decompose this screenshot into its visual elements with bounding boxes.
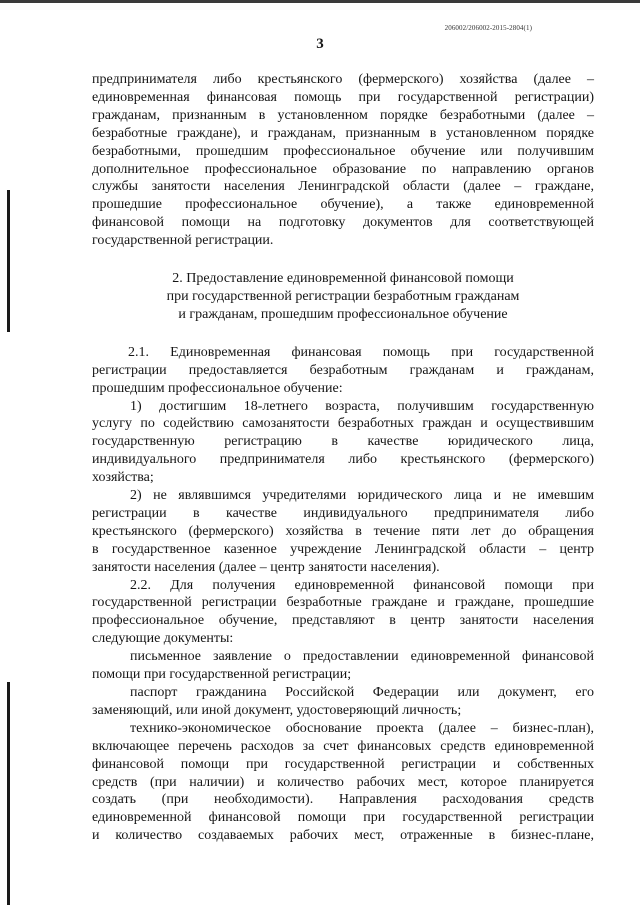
text-line: профессиональное обучение, представляют в центр занятости населения xyxy=(92,613,594,629)
paragraph-2-2 xyxy=(92,577,594,649)
paragraph-2-1 xyxy=(92,344,594,398)
text-line: государственной регистрации. xyxy=(92,233,274,249)
document-code: 206002/206002-2015-2804(1) xyxy=(444,24,532,32)
text-line: в государственное казенное учреждение Ленинградской области – центр xyxy=(92,541,594,557)
text-line: безработными, прошедшим профессиональное обучение или получившим xyxy=(92,143,594,159)
text-line: предпринимателя либо крестьянского (фермерского) хозяйства (далее – xyxy=(92,72,594,87)
margin-change-bar xyxy=(7,190,10,332)
text-line: индивидуального предпринимателя либо крестьянского (фермерского) xyxy=(92,452,594,468)
text-line: хозяйства; xyxy=(92,470,154,486)
top-border-rule xyxy=(0,0,640,3)
text-line: занятости населения (далее – центр занятости населения). xyxy=(92,559,440,575)
margin-change-bar xyxy=(7,682,10,905)
document-business-plan xyxy=(92,720,594,845)
text-line: прошедшие профессиональное обучение), а также единовременной xyxy=(92,197,594,213)
text-line: паспорт гражданина Российской Федерации или документ, его xyxy=(130,685,594,700)
text-line: государственную регистрацию в качестве юридического лица, xyxy=(92,434,594,450)
list-item-2 xyxy=(92,487,594,577)
heading-line: и гражданам, прошедшим профессиональное обучение xyxy=(178,306,508,322)
text-line: единовременной финансовой помощи при государственной регистрации xyxy=(92,810,594,826)
document-passport xyxy=(92,684,594,720)
text-line: безработные граждане), и гражданам, признанным в установленном порядке xyxy=(92,125,594,141)
intro-paragraph xyxy=(92,71,594,250)
text-line: услугу по содействию самозанятости безработных граждан и осуществившим xyxy=(92,416,594,432)
text-line: 1) достигшим 18-летнего возраста, получившим государственную xyxy=(130,398,594,414)
text-line: регистрации в качестве индивидуального предпринимателя либо xyxy=(92,505,594,521)
heading-line: при государственной регистрации безработным гражданам xyxy=(166,288,520,304)
text-line: следующие документы: xyxy=(92,631,234,647)
text-line: 2) не являвшимся учредителями юридического лица и не имевшим xyxy=(130,488,594,504)
text-line: гражданам, признанным в установленном порядке безработными (далее – xyxy=(92,107,594,123)
text-line: службы занятости населения Ленинградской области (далее – граждане, xyxy=(92,179,594,195)
text-line: единовременная финансовая помощь при государственной регистрации) xyxy=(92,89,594,105)
heading-line: 2. Предоставление единовременной финансовой помощи xyxy=(172,271,514,287)
text-line: 2.2. Для получения единовременной финансовой помощи при xyxy=(130,577,594,593)
text-line: и количество создаваемых рабочих мест, отраженные в бизнес-плане, xyxy=(92,828,594,844)
text-line: 2.1. Единовременная финансовая помощь при государственной xyxy=(128,344,594,360)
text-line: технико-экономическое обоснование проекта (далее – бизнес-план), xyxy=(130,720,594,736)
text-line: регистрации предоставляется безработным гражданам и гражданам, xyxy=(92,362,594,378)
document-body xyxy=(92,71,594,845)
text-line: заменяющий, или иной документ, удостоверяющий личность; xyxy=(92,702,462,718)
list-item-1 xyxy=(92,398,594,488)
text-line: создать (при необходимости). Направления расходования средств xyxy=(92,792,594,808)
document-application xyxy=(92,648,594,684)
text-line: государственной регистрации безработные граждане и граждане, прошедшие xyxy=(92,595,594,611)
text-line: помощи при государственной регистрации; xyxy=(92,667,352,683)
text-line: включающее перечень расходов за счет финансовых средств единовременной xyxy=(92,738,594,754)
text-line: прошедшим профессиональное обучение: xyxy=(92,380,343,396)
text-line: финансовой помощи при государственной регистрации и собственных xyxy=(92,756,594,772)
page-number: 3 xyxy=(316,36,324,52)
text-line: письменное заявление о предоставлении единовременной финансовой xyxy=(130,649,594,665)
text-line: крестьянского (фермерского) хозяйства в течение пяти лет до обращения xyxy=(92,523,594,539)
section-heading xyxy=(92,270,594,324)
text-line: дополнительное профессиональное образование по направлению органов xyxy=(92,161,594,177)
text-line: финансовой помощи на подготовку документов для соответствующей xyxy=(92,215,594,231)
text-line: средств (при наличии) и количество рабочих мест, которое планируется xyxy=(92,774,594,790)
